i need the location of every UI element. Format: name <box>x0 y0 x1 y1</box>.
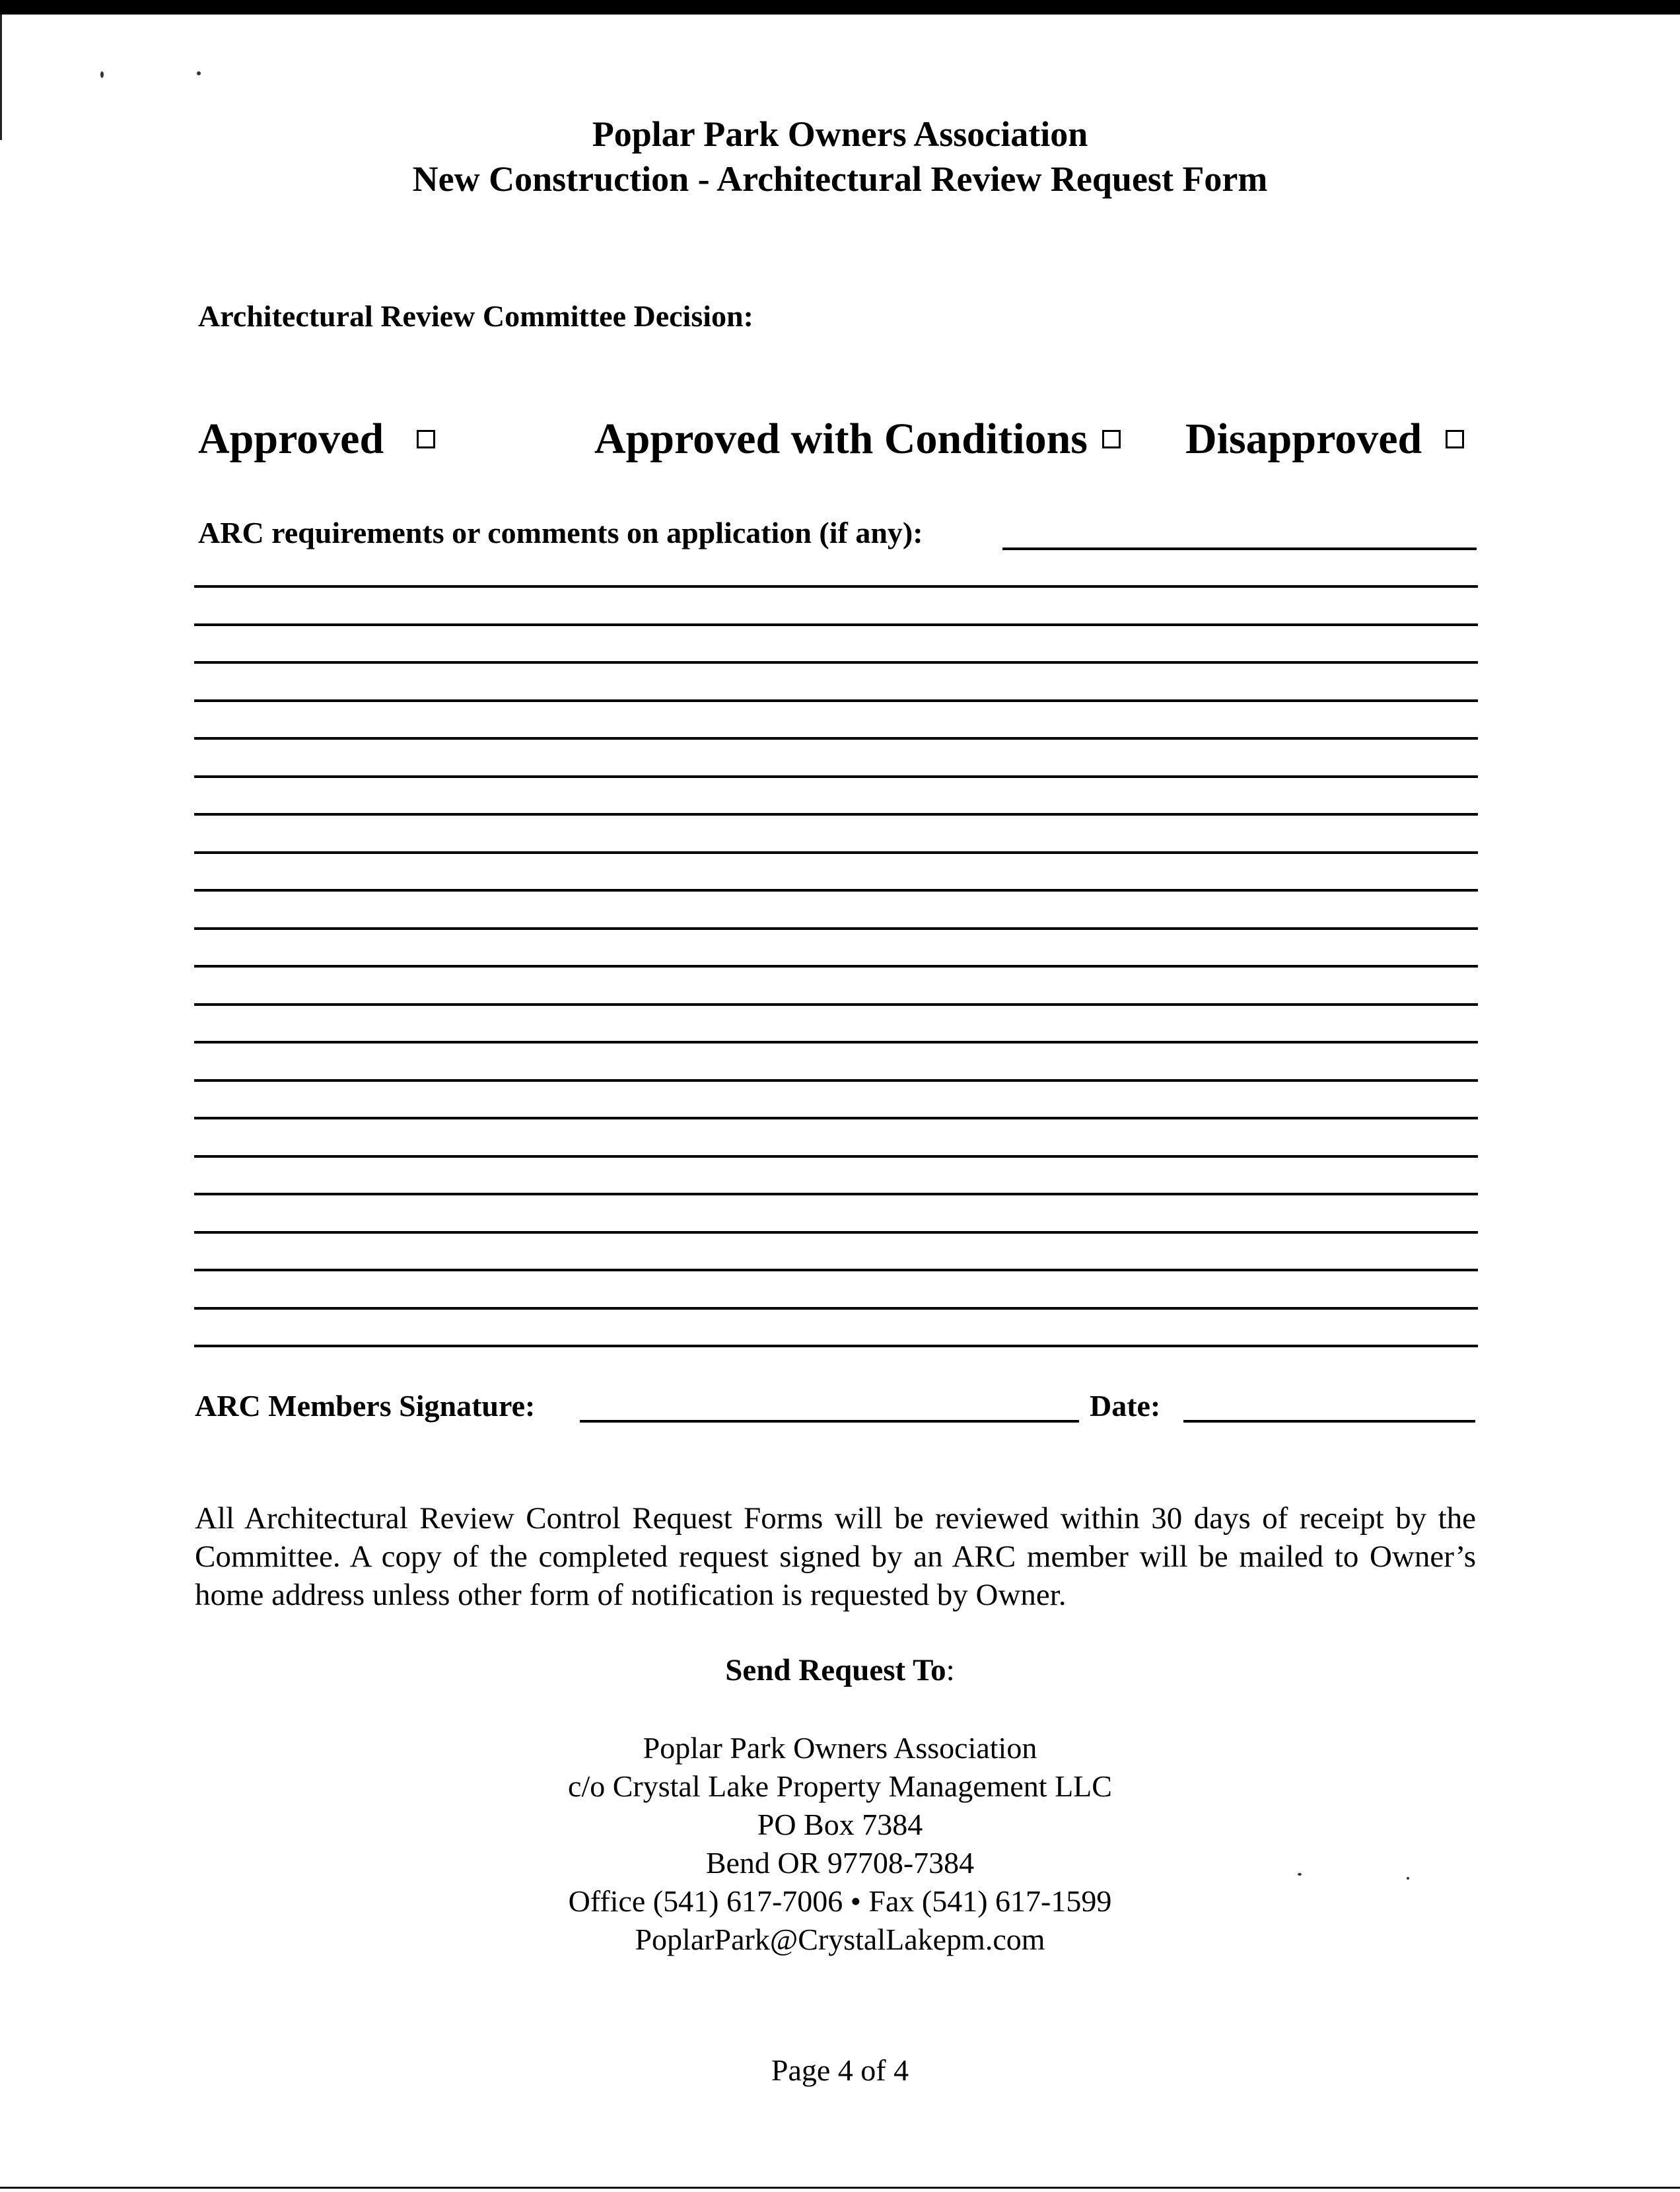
scan-speck <box>100 71 104 78</box>
scan-top-border <box>0 0 1680 15</box>
comment-line[interactable] <box>194 813 1478 816</box>
comment-line[interactable] <box>194 889 1478 892</box>
comment-line[interactable] <box>194 775 1478 778</box>
address-line-email: PoplarPark@CrystalLakepm.com <box>635 1923 1045 1956</box>
comment-line[interactable] <box>194 1269 1478 1271</box>
option-approved-label: Approved <box>198 415 384 463</box>
comment-line[interactable] <box>194 851 1478 854</box>
date-input-line[interactable] <box>1183 1420 1475 1423</box>
send-request-heading-text: Send Request To <box>725 1653 946 1687</box>
page-number: Page 4 of 4 <box>771 2053 909 2087</box>
comment-line[interactable] <box>194 1345 1478 1347</box>
signature-input-line[interactable] <box>580 1420 1079 1423</box>
comment-line[interactable] <box>194 1003 1478 1006</box>
comment-line[interactable] <box>194 1041 1478 1043</box>
comment-line[interactable] <box>194 1193 1478 1195</box>
option-approved-with-conditions-label: Approved with Conditions <box>594 415 1088 463</box>
notice-paragraph: All Architectural Review Control Request Forms will be reviewed within 30 days of receipt by the Committee. A copy of the completed request signed by an ARC member will be mailed to Owner’s home address unless other form of notification is requested by Owner. <box>195 1501 1476 1612</box>
option-approved-with-conditions[interactable] <box>594 409 1121 469</box>
decision-heading: Architectural Review Committee Decision: <box>198 299 753 333</box>
signature-label: ARC Members Signature: <box>195 1389 536 1423</box>
comment-line[interactable] <box>194 1155 1478 1158</box>
option-disapproved[interactable] <box>1185 409 1464 469</box>
address-line-care-of: c/o Crystal Lake Property Management LLC <box>568 1769 1112 1803</box>
comments-label: ARC requirements or comments on application (if any): <box>198 516 923 549</box>
scan-bottom-edge <box>0 2187 1680 2189</box>
comment-line[interactable] <box>194 1079 1478 1082</box>
comment-line[interactable] <box>194 661 1478 664</box>
option-approved[interactable] <box>198 409 435 469</box>
address-line-phone-fax: Office (541) 617-7006 • Fax (541) 617-1599 <box>568 1884 1112 1918</box>
address-line-po-box: PO Box 7384 <box>757 1808 923 1841</box>
disapproved-checkbox[interactable] <box>1446 430 1464 448</box>
send-request-heading-colon: : <box>946 1653 955 1687</box>
mailing-address <box>0 1729 1680 1959</box>
comments-input-line[interactable] <box>1002 548 1477 550</box>
address-line-city: Bend OR 97708-7384 <box>705 1846 975 1880</box>
comment-line[interactable] <box>194 965 1478 968</box>
date-label: Date: <box>1090 1389 1161 1423</box>
comments-lines[interactable] <box>194 585 1478 1383</box>
comment-line[interactable] <box>194 927 1478 930</box>
address-line-org: Poplar Park Owners Association <box>643 1731 1037 1765</box>
comment-line[interactable] <box>194 699 1478 702</box>
comment-line[interactable] <box>194 585 1478 588</box>
scan-speck <box>197 71 201 75</box>
option-disapproved-label: Disapproved <box>1185 415 1422 463</box>
org-title: Poplar Park Owners Association <box>592 114 1088 154</box>
approved-with-conditions-checkbox[interactable] <box>1102 430 1121 448</box>
comment-line[interactable] <box>194 623 1478 626</box>
comment-line[interactable] <box>194 737 1478 740</box>
approved-checkbox[interactable] <box>417 430 435 448</box>
comment-line[interactable] <box>194 1307 1478 1310</box>
comment-line[interactable] <box>194 1117 1478 1119</box>
form-title: New Construction - Architectural Review Request Form <box>412 159 1268 199</box>
send-request-heading <box>0 1652 1680 1688</box>
comment-line[interactable] <box>194 1231 1478 1234</box>
